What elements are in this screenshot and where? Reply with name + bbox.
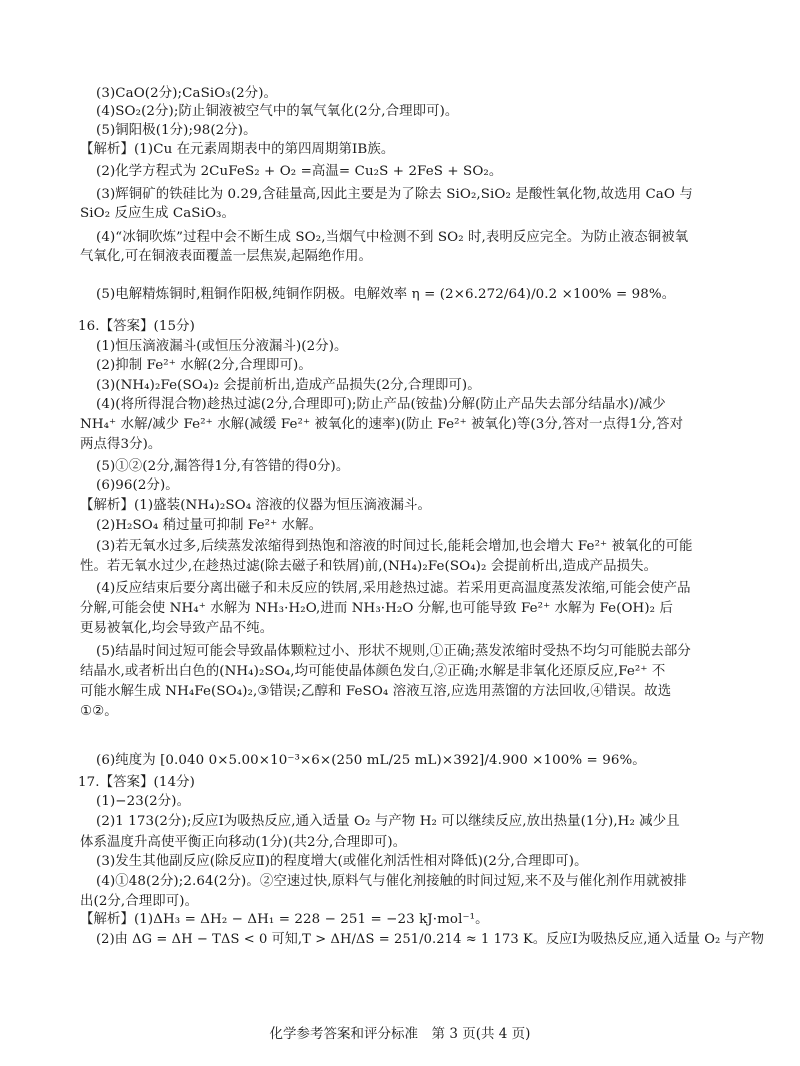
text-line: (5)铜阳极(1分);98(2分)。 (96, 123, 257, 138)
text-line: (3)发生其他副反应(除反应Ⅱ)的程度增大(或催化剂活性相对降低)(2分,合理即可)。 (96, 854, 588, 869)
text-line: 体系温度升高使平衡正向移动(1分)(共2分,合理即可)。 (80, 835, 407, 850)
text-line: (3)CaO(2分);CaSiO₃(2分)。 (96, 86, 278, 101)
text-line: (2)由 ΔG = ΔH − TΔS < 0 可知,T > ΔH/ΔS = 251/0.214 ≈ 1 173 K。反应Ⅰ为吸热反应,通入适量 O₂ 与产物 (96, 932, 765, 947)
text-line: SiO₂ 反应生成 CaSiO₃。 (80, 206, 235, 221)
text-line: (6)纯度为 [0.040 0×5.00×10⁻³×6×(250 mL/25 mL)×392]/4.900 ×100% = 96%。 (96, 753, 646, 768)
text-line: ①②。 (80, 704, 118, 719)
text-line: 16.【答案】(15分) (78, 319, 195, 334)
text-line: (3)若无氧水过多,后续蒸发浓缩得到热饱和溶液的时间过长,能耗会增加,也会增大 Fe²⁺ 被氧化的可能 (96, 539, 693, 554)
text-line: 出(2分,合理即可)。 (80, 894, 199, 909)
text-line: (4)反应结束后要分离出磁子和未反应的铁屑,采用趁热过滤。若采用更高温度蒸发浓缩,可能会使产品 (96, 581, 691, 596)
text-line: 分解,可能会使 NH₄⁺ 水解为 NH₃·H₂O,进而 NH₃·H₂O 分解,也可能导致 Fe²⁺ 水解为 Fe(OH)₂ 后 (80, 601, 673, 616)
page-footer: 化学参考答案和评分标准 第 3 页(共 4 页) (269, 1026, 531, 1042)
text-line: NH₄⁺ 水解/减少 Fe²⁺ 水解(减缓 Fe²⁺ 被氧化的速率)(防止 Fe²⁺ 被氧化)等(3分,答对一点得1分,答对 (80, 417, 684, 432)
text-line: 两点得3分)。 (80, 437, 162, 452)
text-line: (4)①48(2分);2.64(2分)。②空速过快,原料气与催化剂接触的时间过短,来不及与催化剂作用就被排 (96, 874, 687, 889)
text-line: (4)SO₂(2分);防止铜液被空气中的氧气氧化(2分,合理即可)。 (96, 104, 459, 119)
text-line: 17.【答案】(14分) (78, 775, 195, 790)
text-line: (4)(将所得混合物)趁热过滤(2分,合理即可);防止产品(铵盐)分解(防止产品失去部分结晶水)/减少 (96, 397, 666, 412)
text-line: (3)辉铜矿的铁硅比为 0.29,含硅量高,因此主要是为了除去 SiO₂,SiO₂ 是酸性氧化物,故选用 CaO 与 (96, 187, 693, 202)
text-line: (5)①②(2分,漏答得1分,有答错的得0分)。 (96, 459, 350, 474)
text-line: 【解析】(1)Cu 在元素周期表中的第四周期第ⅠB族。 (80, 142, 395, 157)
text-line: (1)−23(2分)。 (96, 794, 191, 809)
text-line: 【解析】(1)ΔH₃ = ΔH₂ − ΔH₁ = 228 − 251 = −23 kJ·mol⁻¹。 (80, 912, 489, 927)
text-line: 可能水解生成 NH₄Fe(SO₄)₂,③错误;乙醇和 FeSO₄ 溶液互溶,应选用蒸馏的方法回收,④错误。故选 (80, 684, 672, 699)
text-line: (2)化学方程式为 2CuFeS₂ + O₂ =高温= Cu₂S + 2FeS + SO₂。 (96, 164, 503, 179)
text-line: 更易被氧化,均会导致产品不纯。 (80, 621, 274, 636)
text-line: (5)电解精炼铜时,粗铜作阳极,纯铜作阴极。电解效率 η = (2×6.272/64)/0.2 ×100% = 98%。 (96, 287, 676, 302)
text-line: (2)H₂SO₄ 稍过量可抑制 Fe²⁺ 水解。 (96, 518, 323, 533)
text-line: (3)(NH₄)₂Fe(SO₄)₂ 会提前析出,造成产品损失(2分,合理即可)。 (96, 378, 481, 393)
text-line: 性。若无氧水过少,在趁热过滤(除去磁子和铁屑)前,(NH₄)₂Fe(SO₄)₂ 会提前析出,造成产品损失。 (80, 559, 658, 574)
text-line: (2)抑制 Fe²⁺ 水解(2分,合理即可)。 (96, 358, 312, 373)
text-line: 结晶水,或者析出白色的(NH₄)₂SO₄,均可能使晶体颜色发白,②正确;水解是非氧化还原反应,Fe²⁺ 不 (80, 664, 666, 679)
text-line: (2)1 173(2分);反应Ⅰ为吸热反应,通入适量 O₂ 与产物 H₂ 可以继续反应,放出热量(1分),H₂ 减少且 (96, 814, 680, 829)
text-line: 【解析】(1)盛装(NH₄)₂SO₄ 溶液的仪器为恒压滴液漏斗。 (80, 498, 431, 513)
text-line: 气氧化,可在铜液表面覆盖一层焦炭,起隔绝作用。 (80, 249, 373, 264)
text-line: (1)恒压滴液漏斗(或恒压分液漏斗)(2分)。 (96, 339, 348, 354)
text-line: (5)结晶时间过短可能会导致晶体颗粒过小、形状不规则,①正确;蒸发浓缩时受热不均匀可能脱去部分 (96, 644, 691, 659)
text-line: (6)96(2分)。 (96, 478, 179, 493)
text-line: (4)“冰铜吹炼”过程中会不断生成 SO₂,当烟气中检测不到 SO₂ 时,表明反应完全。为防止液态铜被氧 (96, 230, 689, 245)
